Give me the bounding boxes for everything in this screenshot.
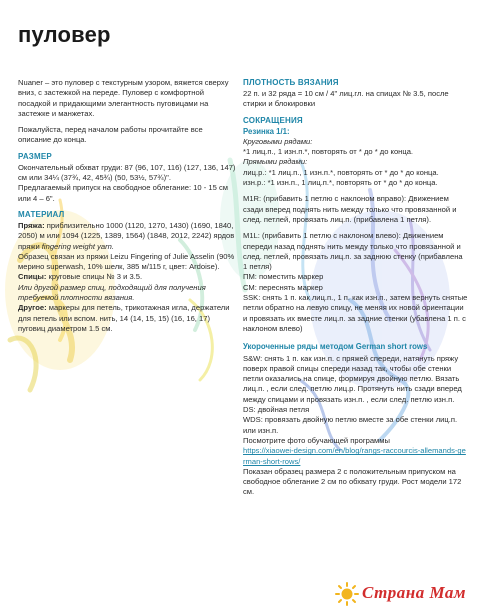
m1r-text: M1R: (прибавить 1 петлю с наклоном вправо): Движением сзади вперед поднять нить между только что провязанной и след. петлей, провязать лиц.п. (прибавлена 1 петля). <box>243 194 457 224</box>
gauge-heading: ПЛОТНОСТЬ ВЯЗАНИЯ <box>243 78 339 87</box>
rib-round-label: Круговыми рядами: <box>243 136 313 146</box>
rib-flat-rs: лиц.р.: *1 лиц.п., 1 изн.п.*, повторять от * до * до конца. <box>243 167 439 177</box>
size-text: Окончательный обхват груди: 87 (96, 107, 116) (127, 136, 147) см или 34¼ (37¾, 42, 45¾) (50, 53½, 57¾)". <box>18 162 236 183</box>
yarn-sample-text: Образец связан из пряжи Leizu Fingering of Julie Asselin (90% мерино superwash, 10% шелк, 385 м/115 г, цвет: Ardoise). <box>18 251 235 272</box>
right-column <box>243 78 468 498</box>
intro-note: Пожалуйста, перед началом работы прочитайте все описание до конца. <box>18 125 203 145</box>
sw-text: S&W: снять 1 п. как изн.п. с пряжей спереди, натянуть пряжу поверх правой спицы спереди назад так, чтобы обе стенки петли оказались на спице, формируя двойную петлю. Вязать лиц.п. , если след. петлю лиц.р. Протянуть нить сзади вперед между спицами и провязать изн.п. , если след. петлю изн.п. <box>243 353 462 404</box>
materials-heading: МАТЕРИАЛ <box>18 209 65 219</box>
needles-paragraph <box>18 272 236 282</box>
ssk-text: SSK: снять 1 п. как лиц.п., 1 п. как изн.п., затем вернуть снятые петли обратно на левую спицу, не меняя их новой ориентации и провязать их вместе лиц.п. за задние стенки (убавлена 1 п. с наклоном влево) <box>243 293 468 333</box>
sun-logo-icon <box>335 582 359 606</box>
pm-text: ПМ: поместить маркер <box>243 272 324 282</box>
short-rows-heading: Укороченные ряды методом German short rows <box>243 342 428 352</box>
abbreviations-heading: СОКРАЩЕНИЯ <box>243 115 303 125</box>
needles-label: Спицы: <box>18 272 47 282</box>
rib-flat-label: Прямыми рядами: <box>243 157 308 167</box>
m1l-text: M1L: (прибавить 1 петлю с наклоном влево): Движением спереди назад поднять нить между только что провязанной и след. петлей, провязать лиц.п. за заднюю стенку (прибавлена 1 петля) <box>243 231 463 272</box>
rib-round-text: *1 лиц.п., 1 изн.п.*, повторять от * до * до конца. <box>243 147 414 157</box>
wds-text: WDS: провязать двойную петлю вместе за обе стенки лиц.п. или изн.п. <box>243 415 458 435</box>
gauge-text: 22 п. и 32 ряда = 10 см / 4" лиц.гл. на спицах № 3.5, после стирки и блокировки <box>243 89 449 109</box>
needles-alt-text: Или другой размер спиц, подходящий для получения требуемой плотности вязания. <box>18 282 206 303</box>
ds-text: DS: двойная петля <box>243 405 310 415</box>
rib-heading: Резинка 1/1: <box>243 126 290 136</box>
video-text: Посмотрите фото обучающей программы <box>243 435 390 445</box>
yarn-weight: fingering weight yarn. <box>41 241 114 251</box>
yarn-paragraph <box>18 221 236 252</box>
size-ease-text: Предлагаемый припуск на свободное облегание: 10 - 15 см или 4 – 6". <box>18 183 228 203</box>
watermark-text: Страна Мам <box>362 583 467 602</box>
yarn-label: Пряжа: <box>18 220 45 230</box>
other-text: маркеры для петель, трикотажная игла, держатели для петель или вспом. нить, 14 (14, 15, 15) (16, 16, 17) пуговиц диаметром 1.5 см. <box>18 303 230 333</box>
tutorial-link[interactable]: https://xiaowei-design.com/en/blog/rangs-raccourcis-allemands-german-short-rows/ <box>243 446 466 466</box>
left-column <box>18 78 236 334</box>
yarn-text: приблизительно 1000 (1120, 1270, 1430) (1690, 1840, 2050) м или 1094 (1225, 1389, 1564) (1848, 2012, 2242) ярдов пряжи <box>18 220 235 251</box>
sample-size-text: Показан образец размера 2 с положительным припуском на свободное облегание 2 см по обхвату груди. Рост модели 172 см. <box>243 466 462 497</box>
other-label: Другое: <box>18 303 47 313</box>
intro-text: Nuaner – это пуловер с текстурным узором, вяжется сверху вниз, с застежкой на переде. Пуловер с комфортной посадкой и придающими элегантность пуговицами на застежке и манжетах. <box>18 78 229 118</box>
other-paragraph <box>18 303 236 334</box>
page-title: пуловер <box>18 22 111 47</box>
size-heading: РАЗМЕР <box>18 151 52 161</box>
sm-text: СМ: переснять маркер <box>243 282 323 292</box>
needles-text: круговые спицы № 3 и 3.5. <box>46 272 143 282</box>
rib-flat-ws: изн.р.: *1 изн.п., 1 лиц.п.*, повторять от * до * до конца. <box>243 178 438 188</box>
